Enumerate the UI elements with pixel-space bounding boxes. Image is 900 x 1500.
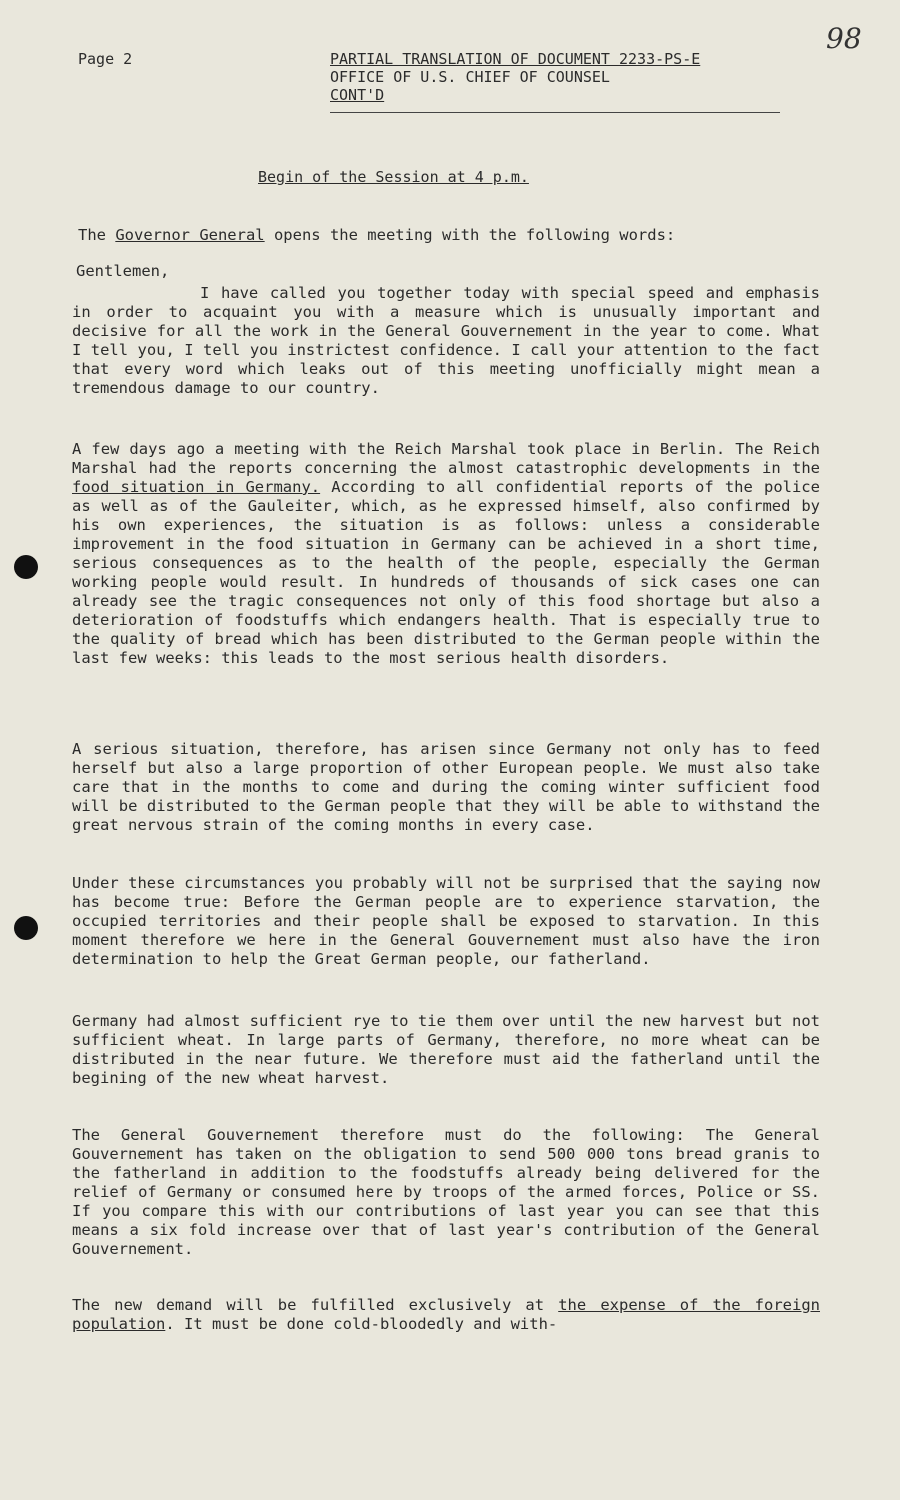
paragraph-2-end: According to all confidential reports of the police as well as of the Gauleiter, which, as he expressed himself, also confirmed by his own experiences, the situation is as follows: unless a considerable improvement in the food situation in Germany can be achieved in a short time, serious consequences as to the health of the people, especially the German working people would result. In hundreds of thousands of sick cases one can already see the tragic consequences not only of this food shortage but also a deterioration of foodstuffs which endangers health. That is especially true to the quality of bread which has been distributed to the German people within the last few weeks: this leads to the most serious health disorders. — [72, 478, 820, 667]
paragraph-7 — [72, 1296, 820, 1334]
paragraph-2 — [72, 440, 820, 668]
foreign-population-phrase: the expense of the foreign population — [72, 1296, 820, 1333]
header-line-1: PARTIAL TRANSLATION OF DOCUMENT 2233-PS-E — [330, 50, 701, 68]
document-header — [330, 50, 700, 104]
header-divider — [330, 112, 780, 113]
page-number: Page 2 — [78, 50, 133, 68]
paragraph-1: I have called you together today with special speed and emphasis in order to acquaint you with a measure which is unusually important and decisive for all the work in the General Gouvernement in the year to come. What I tell you, I tell you instrictest confidence. I call your attention to the fact that every word which leaks out of this meeting unofficially might mean a tremendous damage to our country. — [72, 284, 820, 397]
paragraph-3: A serious situation, therefore, has arisen since Germany not only has to feed herself but also a large proportion of other European people. We must also take care that in the months to come and during the coming winter sufficient food will be distributed to the German people that they will be able to withstand the great nervous strain of the coming months in every case. — [72, 740, 820, 834]
session-title: Begin of the Session at 4 p.m. — [258, 168, 529, 186]
paragraph-4: Under these circumstances you probably will not be surprised that the saying now has become true: Before the German people are to experience starvation, the occupied territories and their people shall be exposed to starvation. In this moment therefore we here in the General Gouvernement must also have the iron determination to help the Great German people, our fatherland. — [72, 874, 820, 968]
paragraph-7-start: The new demand will be fulfilled exclusively at — [72, 1296, 559, 1314]
paragraph-7-end: . It must be done cold-bloodedly and with- — [165, 1315, 558, 1333]
paragraph-5: Germany had almost sufficient rye to tie them over until the new harvest but not sufficient wheat. In large parts of Germany, therefore, no more wheat can be distributed in the near future. We therefore must aid the fatherland until the begining of the new wheat harvest. — [72, 1012, 820, 1087]
opener-prefix: The — [78, 226, 116, 244]
greeting: Gentlemen, — [76, 262, 170, 280]
opening-line — [78, 226, 675, 244]
handwritten-page-number: 98 — [826, 22, 862, 55]
speaker-name: Governor General — [115, 226, 265, 244]
header-line-3: CONT'D — [330, 86, 385, 104]
punch-hole-lower — [14, 916, 38, 940]
punch-hole-upper — [14, 555, 38, 579]
header-line-2: OFFICE OF U.S. CHIEF OF COUNSEL — [330, 68, 610, 86]
food-situation-phrase: food situation in Germany. — [72, 478, 321, 496]
paragraph-2-start: A few days ago a meeting with the Reich Marshal took place in Berlin. The Reich Marshal had the reports concerning the almost catastrophic developments in the — [72, 440, 820, 477]
paragraph-6: The General Gouvernement therefore must do the following: The General Gouvernement has taken on the obligation to send 500 000 tons bread granis to the fatherland in addition to the foodstuffs already being delivered for the relief of Germany or consumed here by troops of the armed forces, Police or SS. If you compare this with our contributions of last year you can see that this means a six fold increase over that of last year's contribution of the General Gouvernement. — [72, 1126, 820, 1258]
opener-suffix: opens the meeting with the following words: — [264, 226, 676, 244]
